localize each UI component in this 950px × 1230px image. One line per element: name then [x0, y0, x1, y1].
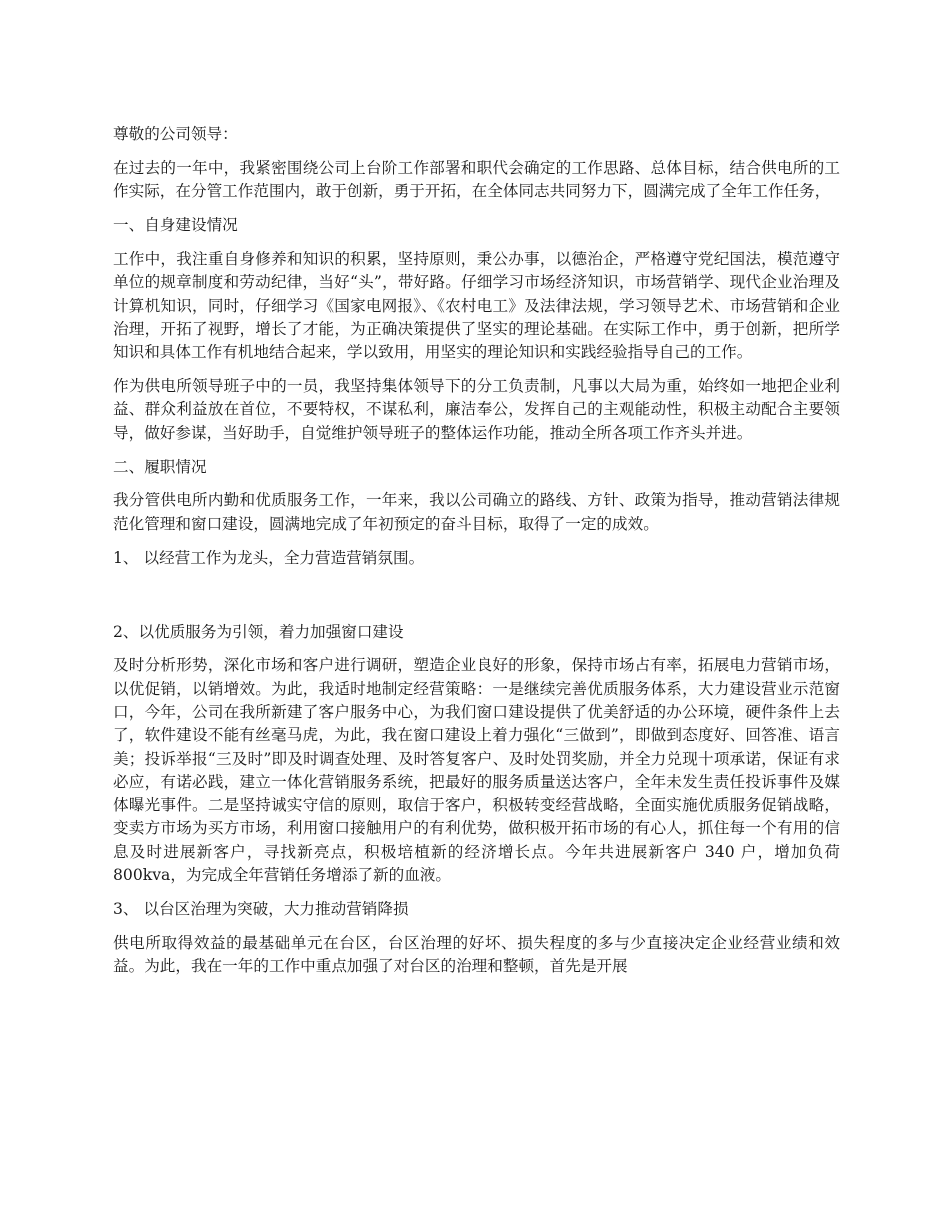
body-paragraph: 作为供电所领导班子中的一员，我坚持集体领导下的分工负责制，凡事以大局为重，始终如一地把企业利益、群众利益放在首位，不要特权，不谋私利，廉洁奉公，发挥自己的主观能动性，积极主动配合主要领导，做好参谋，当好助手，自觉维护领导班子的整体运作功能，推动全所各项工作齐头并进。 — [113, 377, 840, 442]
item-heading: 3、 以台区治理为突破，大力推动营销降损 — [113, 899, 409, 918]
section-heading: 一、自身建设情况 — [113, 216, 238, 235]
section-heading: 二、履职情况 — [113, 457, 207, 476]
item-heading: 1、 以经营工作为龙头，全力营造营销氛围。 — [113, 548, 425, 567]
blank-space — [113, 581, 840, 621]
body-paragraph: 工作中，我注重自身修养和知识的积累，坚持原则，秉公办事，以德治企，严格遵守党纪国法，模范遵守单位的规章制度和劳动纪律，当好“头”，带好路。仔细学习市场经济知识，市场营销学、现代企业治理及计算机知识，同时，仔细学习《国家电网报》、《农村电工》及法律法规，学习领导艺术、市场营销和企业治理，开拓了视野，增长了才能，为正确决策提供了坚实的理论基础。在实际工作中，勇于创新，把所学知识和具体工作有机地结合起来，学以致用，用坚实的理论知识和实践经验指导自己的工作。 — [113, 249, 840, 362]
greeting: 尊敬的公司领导： — [113, 125, 238, 143]
item-heading: 2、以优质服务为引领，着力加强窗口建设 — [113, 622, 404, 641]
document-body — [113, 123, 840, 989]
body-paragraph: 及时分析形势，深化市场和客户进行调研，塑造企业良好的形象，保持市场占有率，拓展电力营销市场，以优促销，以销增效。为此，我适时地制定经营策略：一是继续完善优质服务体系，大力建设营业示范窗口，今年，公司在我所新建了客户服务中心，为我们窗口建设提供了优美舒适的办公环境，硬件条件上去了，软件建设不能有丝毫马虎，为此，我在窗口建设上着力强化“三做到”，即做到态度好、回答准、语言美；投诉举报“三及时”即及时调查处理、及时答复客户、及时处罚奖励，并全力兑现十项承诺，保证有求必应，有诺必践，建立一体化营销服务系统，把最好的服务质量送达客户，全年未发生责任投诉事件及媒体曝光事件。二是坚持诚实守信的原则，取信于客户，积极转变经营战略，全面实施优质服务促销战略，变卖方市场为买方市场，利用窗口接触用户的有利优势，做积极开拓市场的有心人，抓住每一个有用的信息及时进展新客户，寻找新亮点，积极培植新的经济增长点。今年共进展新客户 340 户，增加负荷 800kva，为完成全年营销任务增添了新的血液。 — [113, 656, 840, 885]
body-paragraph: 供电所取得效益的最基础单元在台区，台区治理的好坏、损失程度的多与少直接决定企业经营业绩和效益。为此，我在一年的工作中重点加强了对台区的治理和整顿，首先是开展 — [113, 933, 840, 976]
intro-paragraph: 在过去的一年中，我紧密围绕公司上台阶工作部署和职代会确定的工作思路、总体目标，结合供电所的工作实际，在分管工作范围内，敢于创新，勇于开拓，在全体同志共同努力下，圆满完成了全年工作任务， — [113, 158, 840, 201]
body-paragraph: 我分管供电所内勤和优质服务工作，一年来，我以公司确立的路线、方针、政策为指导，推动营销法律规范化管理和窗口建设，圆满地完成了年初预定的奋斗目标，取得了一定的成效。 — [113, 491, 840, 533]
